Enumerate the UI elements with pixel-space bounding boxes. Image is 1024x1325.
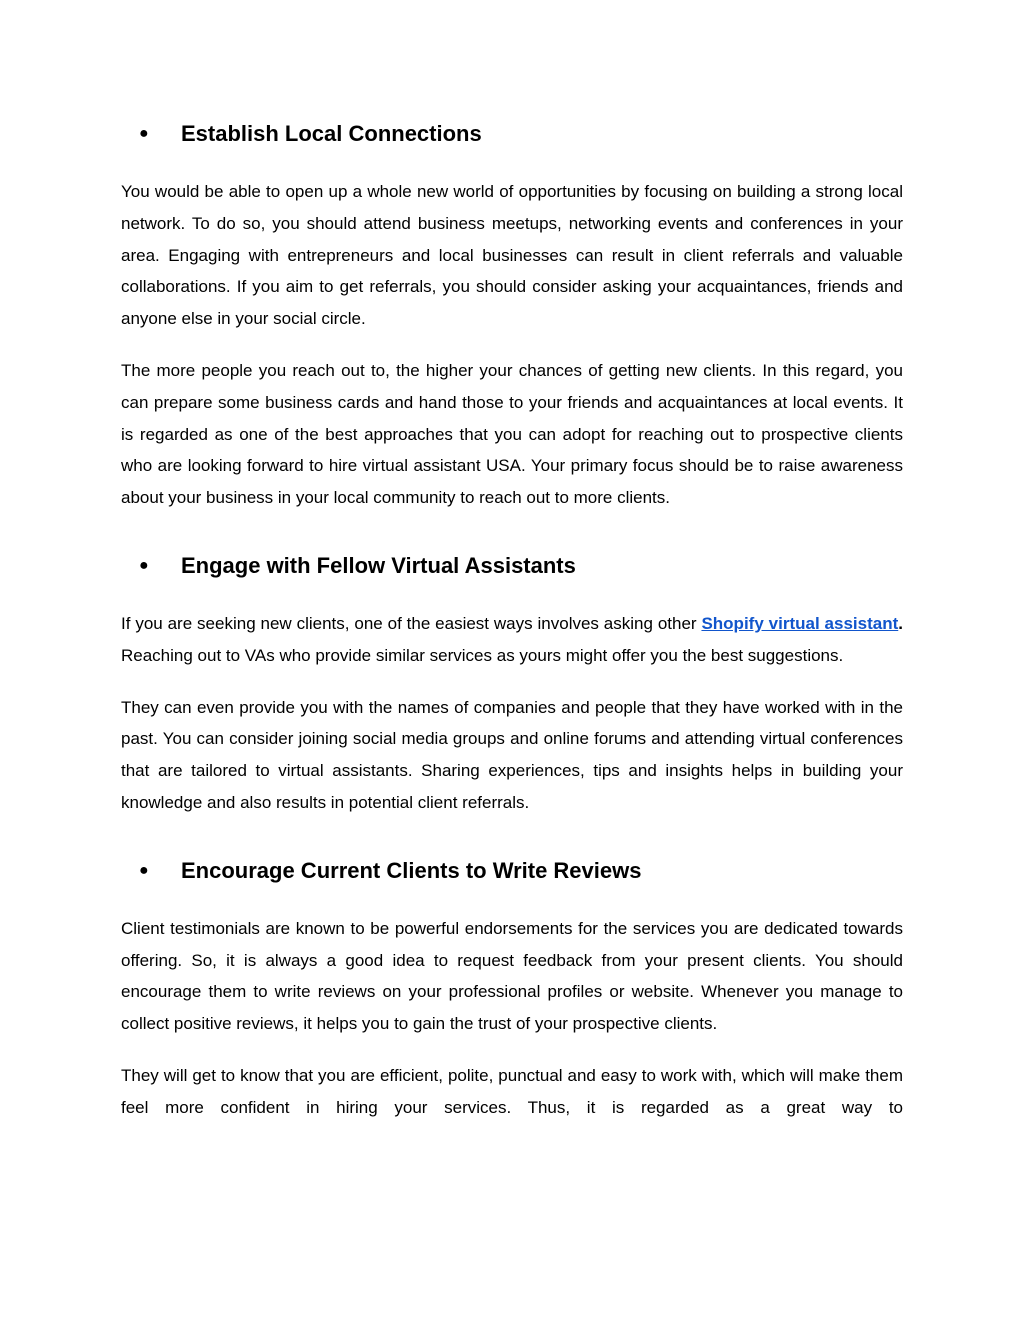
paragraph: You would be able to open up a whole new world of opportunities by focusing on building a strong local network. To do so, you should attend business meetups, networking events and conferences in your area. Engaging with entrepreneurs and local businesses can result in client referrals and valuable collaborations. If you aim to get referrals, you should consider asking your acquaintances, friends and anyone else in your social circle. [121,182,903,329]
paragraph-text: . [898,613,903,633]
section-heading [121,544,903,588]
heading-text: Encourage Current Clients to Write Reviews [181,857,642,883]
section-heading [121,112,903,156]
bullet-icon: ● [139,125,149,142]
heading-text: Establish Local Connections [181,121,482,146]
paragraph: Client testimonials are known to be powerful endorsements for the services you are dedicated towards offering. So, it is always a good idea to request feedback from your present clients. You should encourage them to write reviews on your professional profiles or website. Whenever you manage to collect positive reviews, it helps you to gain the trust of your prospective clients. [121,918,903,1034]
bullet-icon: ● [139,861,149,879]
shopify-virtual-assistant-link[interactable]: Shopify virtual assistant [701,613,899,633]
section-heading [121,849,903,893]
bullet-icon: ● [139,556,149,574]
paragraph: The more people you reach out to, the higher your chances of getting new clients. In this regard, you can prepare some business cards and hand those to your friends and acquaintances at local events. It is regarded as one of the best approaches that you can adopt for reaching out to prospective clients who are looking forward to hire virtual assistant USA. Your primary focus should be to raise awareness about your business in your local community to reach out to more clients. [121,360,903,508]
paragraph: They can even provide you with the names of companies and people that they have worked with in the past. You can consider joining social media groups and online forums and attending virtual conferences that are tailored to virtual assistants. Sharing experiences, tips and insights helps in building your knowledge and also results in potential client referrals. [121,697,903,812]
heading-text: Engage with Fellow Virtual Assistants [181,552,576,578]
paragraph-text: If you are seeking new clients, one of the easiest ways involves asking other [121,613,702,633]
paragraph-text: Reaching out to VAs who provide similar services as yours might offer you the best suggestions. [121,645,844,665]
document-page [121,112,903,1124]
paragraph: They will get to know that you are efficient, polite, punctual and easy to work with, which will make them feel more confident in hiring your services. Thus, it is regarded as a great way to [121,1065,903,1117]
paragraph [121,608,903,672]
